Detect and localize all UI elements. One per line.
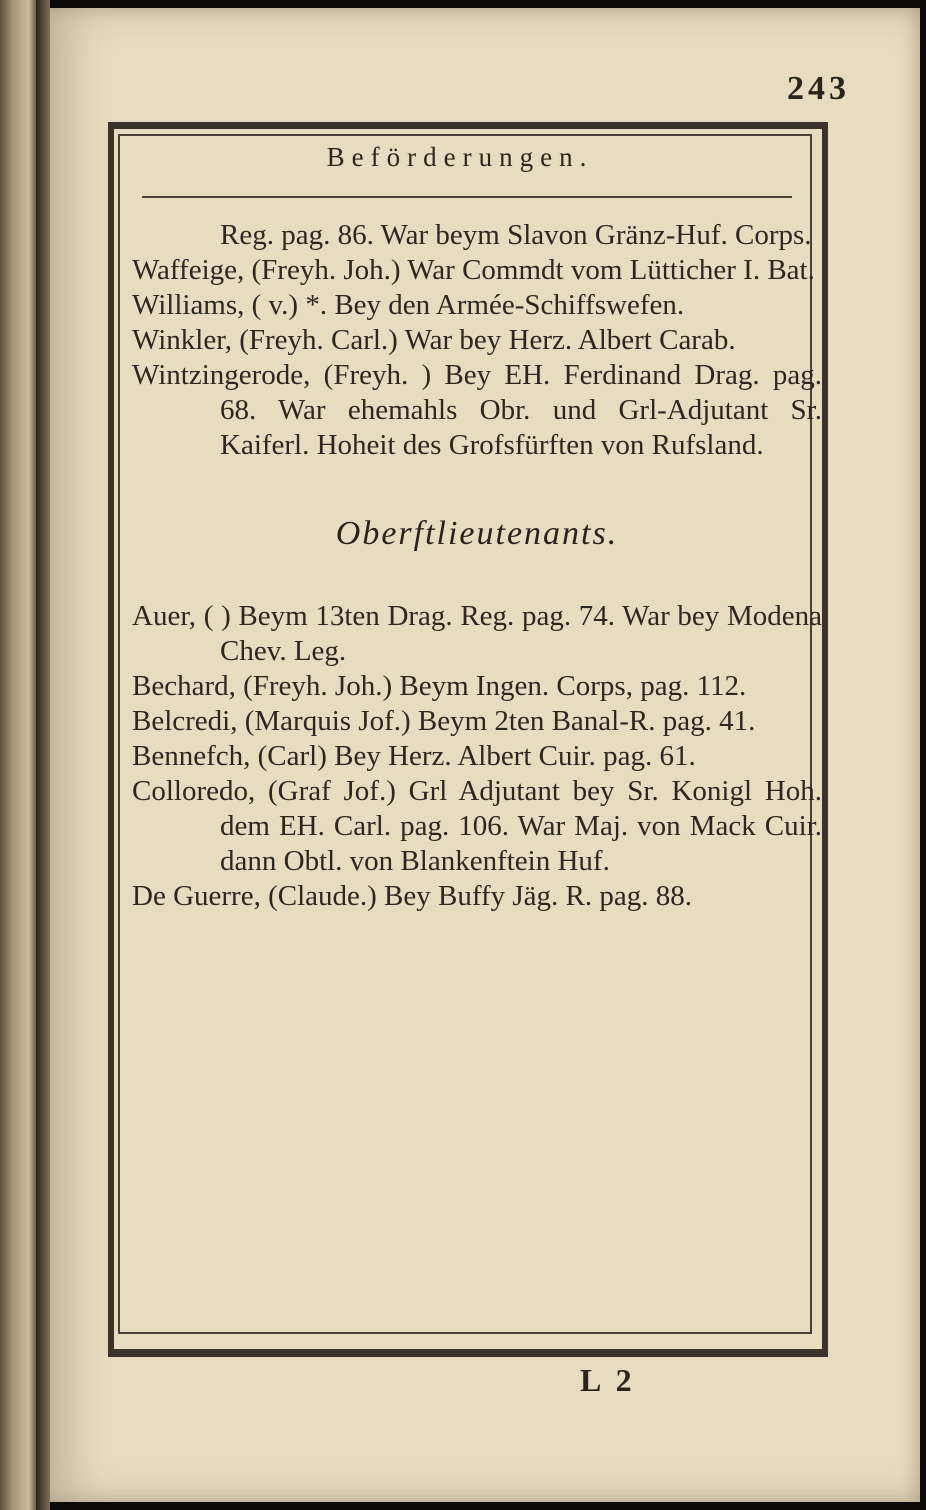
list-item: Winkler, (Freyh. Carl.) War bey Herz. Albert Carab. xyxy=(132,324,736,356)
section-header: Beförderungen. xyxy=(326,142,594,172)
facing-page-edge xyxy=(0,0,36,1510)
entry-list-bottom xyxy=(132,599,822,914)
list-item: Waffeige, (Freyh. Joh.) War Commdt vom Lütticher I. Bat. xyxy=(132,254,815,286)
list-item: De Guerre, (Claude.) Bey Buffy Jäg. R. pag. 88. xyxy=(132,880,692,912)
signature-mark: L 2 xyxy=(580,1362,636,1398)
list-item: Williams, ( v.) *. Bey den Armée-Schiffswefen. xyxy=(132,289,685,321)
page-content xyxy=(132,218,822,914)
entry-list-top xyxy=(132,218,822,463)
book-gutter xyxy=(36,0,50,1510)
book-page xyxy=(50,8,920,1502)
header-rule xyxy=(142,196,792,198)
list-item: Bechard, (Freyh. Joh.) Beym Ingen. Corps, pag. 112. xyxy=(132,670,747,702)
list-item: Wintzingerode, (Freyh. ) Bey EH. Ferdinand Drag. pag. 68. War ehemahls Obr. und Grl-Adjutant Sr. Kaiferl. Hoheit des Grofsfürften von Rufsland. xyxy=(132,359,822,461)
list-item: Auer, ( ) Beym 13ten Drag. Reg. pag. 74. War bey Modena Chev. Leg. xyxy=(132,600,822,667)
page-number: 243 xyxy=(787,70,850,107)
list-item: Belcredi, (Marquis Jof.) Beym 2ten Banal-R. pag. 41. xyxy=(132,705,756,737)
list-item: Colloredo, (Graf Jof.) Grl Adjutant bey Sr. Konigl Hoh. dem EH. Carl. pag. 106. War Maj. von Mack Cuir. dann Obtl. von Blankenftein Huf. xyxy=(132,775,822,877)
subheading: Oberftlieutenants. xyxy=(335,515,619,552)
list-item: Reg. pag. 86. War beym Slavon Gränz-Huf. Corps. xyxy=(220,219,812,251)
list-item: Bennefch, (Carl) Bey Herz. Albert Cuir. pag. 61. xyxy=(132,740,696,772)
